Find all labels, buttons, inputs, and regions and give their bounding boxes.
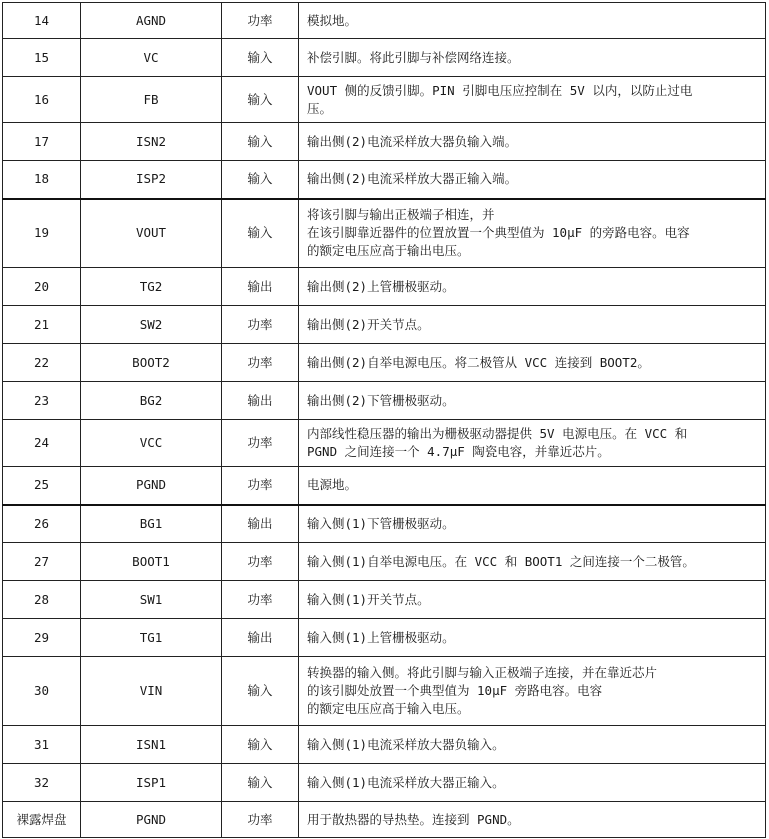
pin-description-cell [299,543,766,581]
description-line: 内部线性稳压器的输出为栅极驱动器提供 5V 电源电压。在 VCC 和 [307,426,688,441]
pin-type-cell: 功率 [222,543,299,581]
description-line: 的该引脚处放置一个典型值为 10μF 旁路电容。电容 [307,683,603,698]
pin-number-cell: 18 [3,161,81,199]
pin-name-cell: TG1 [81,619,222,657]
pin-description-cell [299,39,766,77]
pin-description-cell [299,77,766,123]
pin-description-cell [299,581,766,619]
pin-name-cell: FB [81,77,222,123]
table-row [3,543,766,581]
pin-description-cell [299,199,766,268]
description-line: 在该引脚靠近器件的位置放置一个典型值为 10μF 的旁路电容。电容 [307,225,690,241]
table-row [3,802,766,838]
pin-description-cell [299,467,766,505]
pin-number-cell: 19 [3,199,81,268]
table-row [3,344,766,382]
pin-number-cell: 16 [3,77,81,123]
description-line: 输入侧(1)电流采样放大器负输入。 [307,736,505,752]
pin-type-cell: 功率 [222,467,299,505]
pin-number-cell: 23 [3,382,81,420]
pin-table-body [3,3,766,838]
pin-type-cell: 输出 [222,382,299,420]
pin-number-cell: 31 [3,726,81,764]
description-line: 输出侧(2)开关节点。 [307,316,430,332]
pin-number-cell: 28 [3,581,81,619]
description-line: 输出侧(2)电流采样放大器负输入端。 [307,133,518,149]
pin-description-cell [299,726,766,764]
pin-number-cell: 30 [3,657,81,726]
pin-type-cell: 输入 [222,39,299,77]
pin-name-cell: ISP2 [81,161,222,199]
pin-name-cell: PGND [81,467,222,505]
table-row [3,39,766,77]
description-line: 用于散热器的导热垫。连接到 PGND。 [307,811,520,827]
pin-description-cell [299,161,766,199]
pin-type-cell: 输入 [222,77,299,123]
pin-number-cell: 15 [3,39,81,77]
description-line: 转换器的输入侧。将此引脚与输入正极端子连接，并在靠近芯片 [307,665,658,680]
pin-type-cell: 功率 [222,3,299,39]
description-line: 的额定电压应高于输入电压。 [307,701,470,716]
table-row [3,467,766,505]
table-row [3,123,766,161]
table-row [3,382,766,420]
pin-number-cell: 26 [3,505,81,543]
table-row [3,77,766,123]
pin-name-cell: AGND [81,3,222,39]
table-row [3,581,766,619]
pin-description-cell [299,306,766,344]
pin-description-cell [299,123,766,161]
pin-number-cell: 裸露焊盘 [3,802,81,838]
pin-name-cell: BOOT2 [81,344,222,382]
description-line: 压。 [307,100,333,116]
pin-number-cell: 22 [3,344,81,382]
pin-type-cell: 功率 [222,344,299,382]
description-line: 输入侧(1)下管栅极驱动。 [307,515,455,531]
pin-type-cell: 功率 [222,306,299,344]
pin-number-cell: 21 [3,306,81,344]
description-line: 输入侧(1)开关节点。 [307,591,430,607]
pin-description-cell [299,505,766,543]
table-row [3,306,766,344]
description-line: VOUT 侧的反馈引脚。PIN 引脚电压应控制在 5V 以内，以防止过电 [307,82,693,98]
pin-type-cell: 输出 [222,619,299,657]
description-line: 输出侧(2)下管栅极驱动。 [307,392,455,408]
pin-description-cell [299,420,766,467]
pin-description-cell [299,802,766,838]
pin-type-cell: 输入 [222,726,299,764]
pin-name-cell: BG1 [81,505,222,543]
pin-name-cell: BG2 [81,382,222,420]
description-line: 电源地。 [307,477,358,493]
description-line: PGND 之间连接一个 4.7μF 陶瓷电容，并靠近芯片。 [307,444,610,459]
description-line: 输入侧(1)电流采样放大器正输入。 [307,774,505,790]
pin-description-cell [299,268,766,306]
pin-description-cell [299,382,766,420]
pin-type-cell: 输入 [222,161,299,199]
pin-type-cell: 功率 [222,581,299,619]
pin-type-cell: 功率 [222,420,299,467]
pin-name-cell: ISP1 [81,764,222,802]
pin-type-cell: 输出 [222,268,299,306]
pin-number-cell: 17 [3,123,81,161]
table-row [3,420,766,467]
pin-type-cell: 功率 [222,802,299,838]
pin-description-cell [299,657,766,726]
pin-type-cell: 输出 [222,505,299,543]
pin-number-cell: 29 [3,619,81,657]
table-row [3,657,766,726]
pin-name-cell: VC [81,39,222,77]
description-line: 输入侧(1)上管栅极驱动。 [307,629,455,645]
pin-name-cell: ISN2 [81,123,222,161]
description-line: 输出侧(2)电流采样放大器正输入端。 [307,171,518,187]
pin-type-cell: 输入 [222,764,299,802]
pin-number-cell: 14 [3,3,81,39]
table-row [3,505,766,543]
pin-type-cell: 输入 [222,657,299,726]
pin-name-cell: BOOT1 [81,543,222,581]
pin-name-cell: SW1 [81,581,222,619]
pin-name-cell: ISN1 [81,726,222,764]
pin-type-cell: 输入 [222,123,299,161]
description-line: 输出侧(2)上管栅极驱动。 [307,278,455,294]
pin-description-cell [299,619,766,657]
table-row [3,726,766,764]
description-line: 的额定电压应高于输出电压。 [307,243,470,259]
pin-number-cell: 20 [3,268,81,306]
table-row [3,161,766,199]
pin-type-cell: 输入 [222,199,299,268]
pin-name-cell: VOUT [81,199,222,268]
pin-description-cell [299,344,766,382]
pin-description-cell [299,3,766,39]
description-line: 模拟地。 [307,12,358,28]
table-row [3,268,766,306]
description-line: 补偿引脚。将此引脚与补偿网络连接。 [307,49,520,65]
pin-number-cell: 27 [3,543,81,581]
table-row [3,764,766,802]
pin-name-cell: PGND [81,802,222,838]
description-line: 输入侧(1)自举电源电压。在 VCC 和 BOOT1 之间连接一个二极管。 [307,553,695,569]
pin-name-cell: TG2 [81,268,222,306]
pin-description-table [2,2,766,838]
table-row [3,199,766,268]
table-row [3,3,766,39]
pin-description-cell [299,764,766,802]
pin-number-cell: 32 [3,764,81,802]
pin-name-cell: VIN [81,657,222,726]
pin-number-cell: 24 [3,420,81,467]
pin-name-cell: VCC [81,420,222,467]
table-row [3,619,766,657]
pin-number-cell: 25 [3,467,81,505]
pin-name-cell: SW2 [81,306,222,344]
description-line: 输出侧(2)自举电源电压。将二极管从 VCC 连接到 BOOT2。 [307,354,650,370]
description-line: 将该引脚与输出正极端子相连，并 [307,207,495,223]
